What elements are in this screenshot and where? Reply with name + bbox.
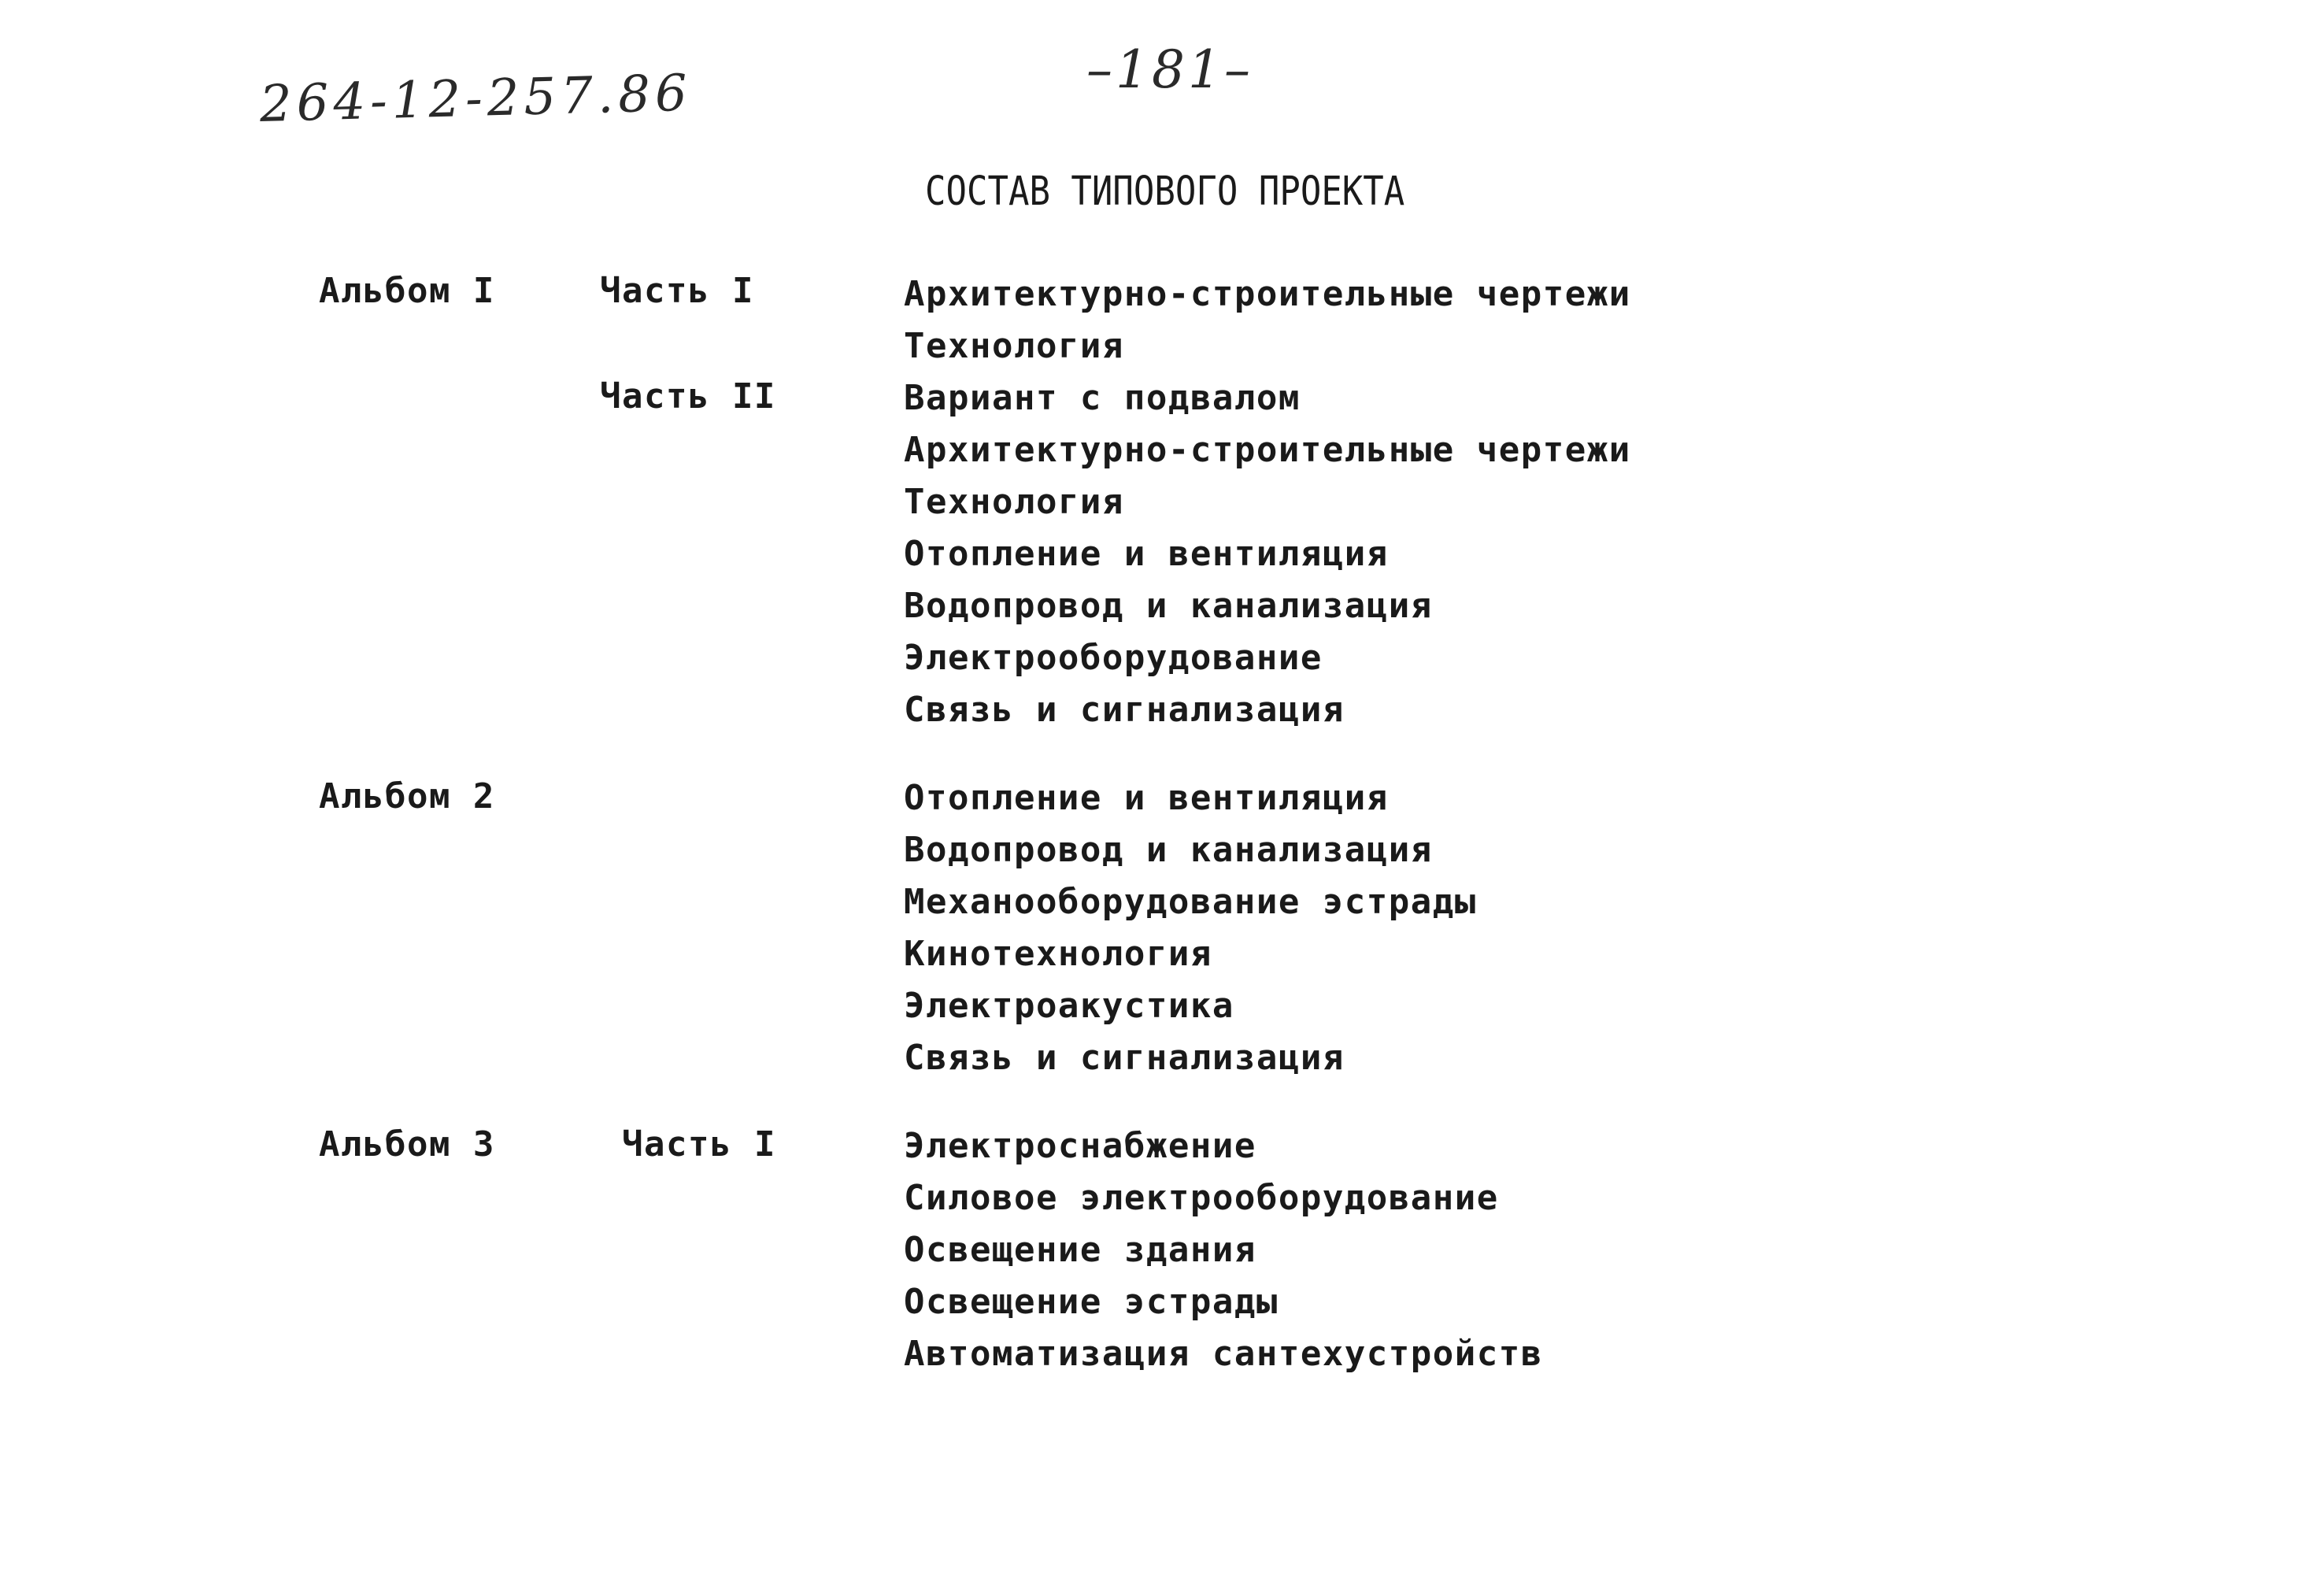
list-item: Водопровод и канализация [904, 586, 1433, 626]
list-item: Технология [904, 326, 1124, 366]
part-label: Часть II [600, 376, 776, 417]
list-item: Электрооборудование [904, 638, 1323, 678]
list-item: Механооборудование эстрады [904, 882, 1477, 922]
list-item: Связь и сигнализация [904, 690, 1345, 730]
album-label: Альбом 3 [319, 1124, 495, 1164]
list-item: Силовое электрооборудование [904, 1178, 1499, 1218]
list-item: Кинотехнология [904, 934, 1212, 974]
list-item: Электроснабжение [904, 1126, 1256, 1166]
part-label: Часть I [600, 271, 754, 311]
page-number: –181– [1086, 39, 1253, 100]
list-item: Электроакустика [904, 986, 1234, 1026]
part-label: Часть I [622, 1124, 776, 1164]
album-label: Альбом 2 [319, 776, 495, 816]
list-item: Связь и сигнализация [904, 1038, 1345, 1078]
list-item: Архитектурно-строительные чертежи [904, 274, 1631, 314]
list-item: Освещение эстрады [904, 1282, 1279, 1322]
page-title: СОСТАВ ТИПОВОГО ПРОЕКТА [925, 168, 1405, 215]
list-item: Освещение здания [904, 1230, 1256, 1270]
list-item: Отопление и вентиляция [904, 778, 1389, 818]
document-code: 264-12-257.86 [259, 64, 693, 134]
list-item: Вариант с подвалом [904, 378, 1301, 418]
list-item: Технология [904, 482, 1124, 522]
list-item: Отопление и вентиляция [904, 534, 1389, 574]
list-item: Водопровод и канализация [904, 830, 1433, 870]
list-item: Автоматизация сантехустройств [904, 1334, 1543, 1374]
list-item: Архитектурно-строительные чертежи [904, 430, 1631, 470]
album-label: Альбом I [319, 271, 495, 311]
